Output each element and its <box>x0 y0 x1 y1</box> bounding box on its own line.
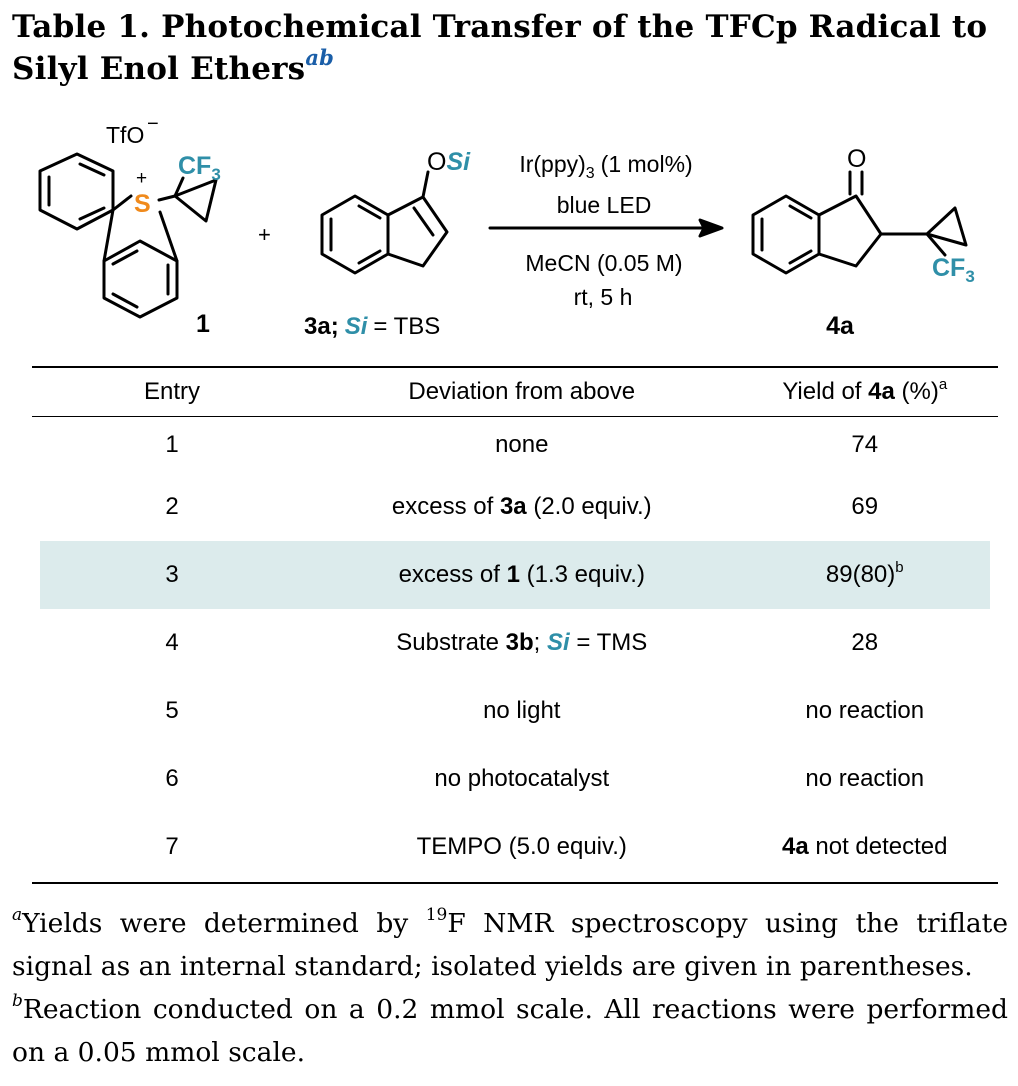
cf3-group-4a: $CF_3$ <box>932 254 975 286</box>
entry-cell: 6 <box>165 764 179 792</box>
compound-3a-label: 3a; Si = TBS <box>304 313 441 340</box>
header-entry: Entry <box>32 367 312 417</box>
plus-sign: + <box>258 222 271 247</box>
cf3-group-1: $CF_3$ <box>178 152 221 184</box>
table-row-highlighted <box>32 541 998 609</box>
catalyst-label: $Ir(ppy)_3$ (1 mol%) <box>519 151 693 182</box>
deviation-cell: no light <box>483 696 561 724</box>
yield-cell: 28 <box>851 628 879 656</box>
deviation-cell: no photocatalyst <box>434 764 610 792</box>
table-row <box>32 813 998 883</box>
header-yield: Yield of 4a (%)$^a$ <box>732 367 998 417</box>
yield-cell: 69 <box>851 492 879 520</box>
header-deviation: Deviation from above <box>312 367 732 417</box>
counterion-label: TfO <box>106 122 145 148</box>
ketone-oxygen: O <box>847 145 867 173</box>
footnote-a: $^a$Yields were determined by $^{19}$F NMR spectroscopy using the triflate signal as an internal standard; isolated yields are given in parentheses. <box>12 905 1008 982</box>
optimization-table <box>32 366 998 884</box>
entry-cell: 5 <box>165 696 179 724</box>
deviation-cell: none <box>495 430 549 458</box>
yield-cell: 4a not detected <box>782 833 948 860</box>
compound-1-label: 1 <box>196 310 210 338</box>
deviation-cell: excess of 1 (1.3 equiv.) <box>312 541 732 609</box>
caption-footnote-marks: ab <box>305 45 335 70</box>
conditions-label: rt, 5 h <box>573 284 633 310</box>
yield-cell: no reaction <box>805 696 925 724</box>
table-footnotes <box>12 902 1008 1074</box>
reaction-scheme <box>0 110 1018 360</box>
table-row <box>32 609 998 677</box>
entry-cell: 2 <box>165 492 179 520</box>
entry-cell: 4 <box>165 628 179 656</box>
product-label: 4a <box>826 312 854 340</box>
deviation-cell: TEMPO (5.0 equiv.) <box>416 833 627 860</box>
table-row <box>32 677 998 745</box>
caption-title: Table 1. Photochemical Transfer of the TFCp Radical to Silyl Enol Ethers <box>12 9 988 87</box>
entry-cell: 1 <box>165 430 179 458</box>
table-row <box>32 473 998 541</box>
yield-cell: no reaction <box>805 764 925 792</box>
entry-cell: 7 <box>165 833 179 860</box>
benzene-ring-top <box>40 154 113 229</box>
sulfur-atom: S <box>134 190 151 218</box>
table-header-row <box>32 367 998 417</box>
yield-cell: 89(80)$^b$ <box>732 541 998 609</box>
table-row <box>32 745 998 813</box>
table-caption <box>12 6 1002 90</box>
solvent-label: MeCN (0.05 M) <box>525 250 683 276</box>
cyclopropane-ring <box>175 180 216 221</box>
sulfonium-charge: + <box>136 168 148 189</box>
benzene-ring-bottom <box>104 241 177 317</box>
yield-cell: 74 <box>851 430 879 458</box>
deviation-cell: Substrate 3b; Si = TMS <box>396 628 648 656</box>
light-label: blue LED <box>556 192 652 218</box>
enol-oxygen: OSi <box>427 148 471 176</box>
entry-cell: 3 <box>32 541 312 609</box>
footnote-b: $^b$Reaction conducted on a 0.2 mmol scale. All reactions were performed on a 0.05 mmol scale. <box>12 991 1008 1068</box>
counterion-charge: − <box>147 113 159 135</box>
deviation-cell: excess of 3a (2.0 equiv.) <box>391 492 652 520</box>
table-row <box>32 417 998 473</box>
